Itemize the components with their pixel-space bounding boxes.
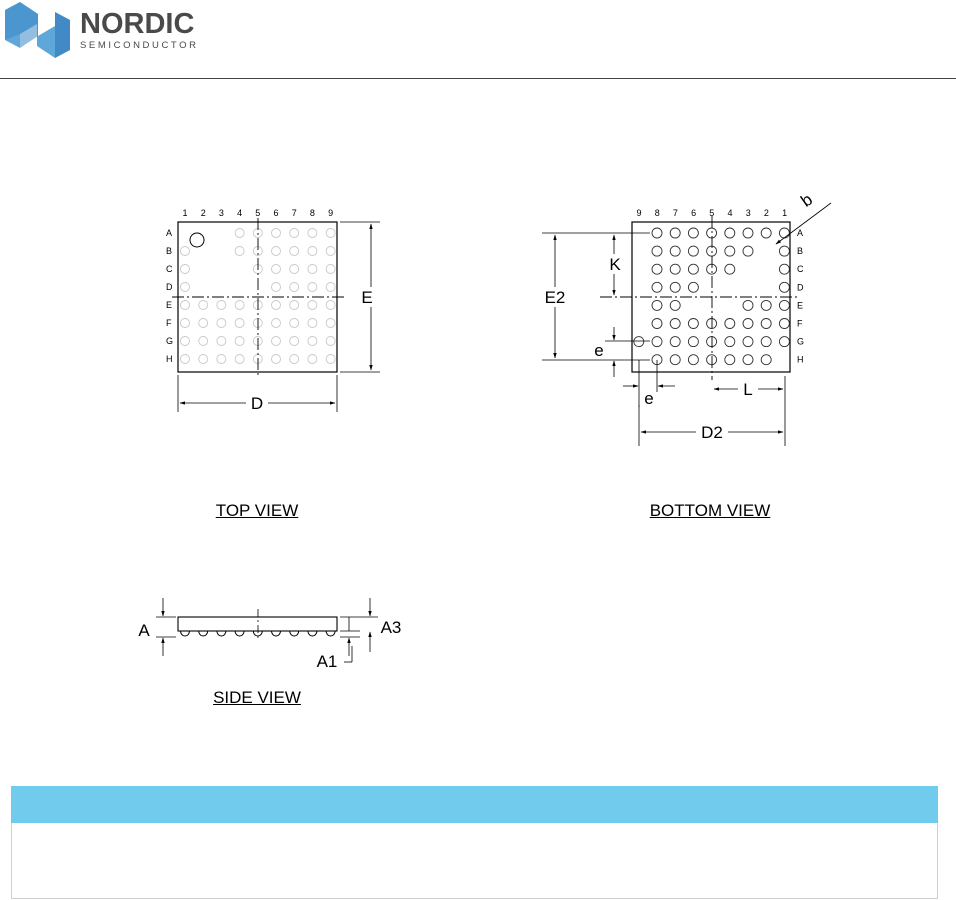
- bottom-ball-D7: [670, 282, 680, 292]
- bottom-ball-H2: [761, 355, 771, 365]
- top-col-label-7: 7: [291, 208, 297, 218]
- top-ball-A7: [290, 229, 299, 238]
- dim-a3-label: A3: [380, 618, 402, 637]
- bottom-row-label-D: D: [797, 282, 804, 293]
- bottom-ball-G8: [652, 337, 662, 347]
- top-ball-H1: [181, 355, 190, 364]
- top-ball-E9: [326, 301, 335, 310]
- top-ball-A8: [308, 229, 317, 238]
- top-ball-F2: [199, 319, 208, 328]
- top-ball-H3: [217, 355, 226, 364]
- top-col-label-8: 8: [309, 208, 315, 218]
- bottom-ball-E3: [743, 300, 753, 310]
- bottom-col-label-8: 8: [654, 208, 660, 218]
- side-ball: [326, 631, 335, 636]
- bottom-ball-E7: [670, 300, 680, 310]
- top-ball-B9: [326, 247, 335, 256]
- bottom-ball-F1: [779, 319, 789, 329]
- top-ball-B6: [272, 247, 281, 256]
- dim-pitch-v-label: e: [594, 341, 604, 360]
- top-ball-A4: [235, 229, 244, 238]
- top-view: [166, 208, 380, 413]
- side-ball: [199, 631, 208, 636]
- top-view-column-labels: [182, 208, 333, 218]
- bottom-ball-B4: [725, 246, 735, 256]
- top-ball-D8: [308, 283, 317, 292]
- bottom-ball-A1: [779, 228, 789, 238]
- bottom-ball-D1: [779, 282, 789, 292]
- bottom-ball-B8: [652, 246, 662, 256]
- top-row-label-G: G: [166, 336, 174, 346]
- top-ball-G3: [217, 337, 226, 346]
- bottom-ball-E8: [652, 300, 662, 310]
- bottom-row-label-A: A: [797, 228, 804, 238]
- top-row-label-C: C: [166, 264, 173, 274]
- bottom-col-label-1: 1: [782, 208, 788, 218]
- bottom-ball-E1: [779, 300, 789, 310]
- top-view-row-labels: [166, 228, 173, 364]
- logo-subtitle: SEMICONDUCTOR: [80, 40, 199, 51]
- bottom-ball-A2: [761, 228, 771, 238]
- bottom-col-label-5: 5: [709, 208, 715, 218]
- side-ball: [217, 631, 226, 636]
- bottom-ball-A8: [652, 228, 662, 238]
- bottom-ball-G4: [725, 337, 735, 347]
- top-ball-B4: [235, 247, 244, 256]
- bottom-col-label-2: 2: [763, 208, 769, 218]
- top-ball-B8: [308, 247, 317, 256]
- top-ball-D6: [272, 283, 281, 292]
- bottom-ball-F7: [670, 319, 680, 329]
- side-ball: [308, 631, 317, 636]
- top-ball-G6: [272, 337, 281, 346]
- bottom-row-label-B: B: [797, 246, 804, 257]
- top-ball-E7: [290, 301, 299, 310]
- bottom-ball-D6: [688, 282, 698, 292]
- bottom-ball-C7: [670, 264, 680, 274]
- top-ball-G1: [181, 337, 190, 346]
- top-row-label-B: B: [166, 246, 173, 256]
- top-ball-D7: [290, 283, 299, 292]
- top-col-label-6: 6: [273, 208, 279, 218]
- top-ball-H4: [235, 355, 244, 364]
- side-ball: [272, 631, 281, 636]
- top-ball-F4: [235, 319, 244, 328]
- bottom-col-label-7: 7: [672, 208, 678, 218]
- top-ball-F6: [272, 319, 281, 328]
- side-ball: [235, 631, 244, 636]
- bottom-ball-B6: [688, 246, 698, 256]
- top-ball-C9: [326, 265, 335, 274]
- top-ball-E6: [272, 301, 281, 310]
- bottom-ball-F3: [743, 319, 753, 329]
- bottom-row-label-C: C: [797, 264, 804, 275]
- top-ball-D1: [181, 283, 190, 292]
- table-header-bar: [11, 786, 938, 823]
- bottom-ball-A4: [725, 228, 735, 238]
- bottom-row-label-H: H: [797, 354, 804, 365]
- dim-b-label: b: [797, 189, 817, 211]
- dim-e-label: E: [361, 288, 373, 307]
- bottom-ball-A7: [670, 228, 680, 238]
- bottom-row-label-E: E: [797, 300, 804, 311]
- top-ball-B7: [290, 247, 299, 256]
- dim-pitch-h-label: e: [644, 389, 654, 408]
- top-ball-E2: [199, 301, 208, 310]
- bottom-col-label-4: 4: [727, 208, 733, 218]
- top-ball-G9: [326, 337, 335, 346]
- top-ball-E1: [181, 301, 190, 310]
- bottom-view-row-labels: [797, 228, 804, 365]
- dim-a1-label: A1: [316, 652, 338, 671]
- top-col-label-5: 5: [255, 208, 261, 218]
- top-ball-G2: [199, 337, 208, 346]
- bottom-ball-F4: [725, 319, 735, 329]
- top-row-label-D: D: [166, 282, 173, 292]
- top-ball-E4: [235, 301, 244, 310]
- bottom-ball-G1: [779, 337, 789, 347]
- pin1-marker-icon: [190, 233, 204, 247]
- side-view-title: SIDE VIEW: [213, 688, 301, 707]
- bottom-row-label-G: G: [797, 336, 805, 347]
- top-view-title: TOP VIEW: [215, 501, 299, 520]
- side-ball: [181, 631, 190, 636]
- top-ball-G4: [235, 337, 244, 346]
- top-row-label-H: H: [166, 354, 173, 364]
- top-ball-C7: [290, 265, 299, 274]
- top-ball-H6: [272, 355, 281, 364]
- top-ball-F3: [217, 319, 226, 328]
- top-ball-C6: [272, 265, 281, 274]
- bottom-ball-G2: [761, 337, 771, 347]
- dim-a-label: A: [138, 621, 150, 640]
- table-body: [11, 823, 938, 899]
- bottom-ball-B3: [743, 246, 753, 256]
- bottom-ball-H6: [688, 355, 698, 365]
- bottom-ball-F6: [688, 319, 698, 329]
- dim-d2-label: D2: [701, 423, 723, 442]
- top-col-label-3: 3: [218, 208, 224, 218]
- top-ball-F9: [326, 319, 335, 328]
- top-ball-E8: [308, 301, 317, 310]
- top-ball-C1: [181, 265, 190, 274]
- top-ball-H2: [199, 355, 208, 364]
- dim-l-label: L: [743, 380, 753, 399]
- bottom-row-label-F: F: [797, 318, 803, 329]
- bottom-ball-C1: [779, 264, 789, 274]
- top-ball-H7: [290, 355, 299, 364]
- top-col-label-2: 2: [200, 208, 206, 218]
- bottom-col-label-6: 6: [691, 208, 697, 218]
- bottom-view-title: BOTTOM VIEW: [649, 501, 771, 520]
- top-ball-G8: [308, 337, 317, 346]
- top-row-label-F: F: [166, 318, 172, 328]
- bottom-view: [540, 190, 831, 446]
- bottom-ball-B1: [779, 246, 789, 256]
- bottom-ball-F8: [652, 319, 662, 329]
- dim-d-label: D: [250, 394, 264, 413]
- top-ball-F1: [181, 319, 190, 328]
- bottom-ball-C4: [725, 264, 735, 274]
- bottom-ball-G3: [743, 337, 753, 347]
- bottom-ball-A6: [688, 228, 698, 238]
- bottom-ball-C6: [688, 264, 698, 274]
- bottom-ball-F2: [761, 319, 771, 329]
- bottom-ball-H4: [725, 355, 735, 365]
- bottom-ball-A3: [743, 228, 753, 238]
- bottom-ball-C8: [652, 264, 662, 274]
- top-ball-F7: [290, 319, 299, 328]
- bottom-ball-D8: [652, 282, 662, 292]
- bottom-ball-H3: [743, 355, 753, 365]
- top-ball-G7: [290, 337, 299, 346]
- side-view: [138, 598, 401, 671]
- bottom-ball-E2: [761, 300, 771, 310]
- bottom-col-label-9: 9: [636, 208, 642, 218]
- top-ball-D9: [326, 283, 335, 292]
- bottom-col-label-3: 3: [745, 208, 751, 218]
- top-row-label-A: A: [166, 228, 173, 238]
- side-view-body: [178, 617, 337, 631]
- top-ball-C8: [308, 265, 317, 274]
- logo-word: NORDIC: [80, 8, 195, 40]
- side-ball: [290, 631, 299, 636]
- top-ball-E3: [217, 301, 226, 310]
- top-col-label-4: 4: [237, 208, 243, 218]
- top-ball-B1: [181, 247, 190, 256]
- dim-e2-label: E2: [544, 288, 566, 307]
- top-ball-A9: [326, 229, 335, 238]
- top-ball-A6: [272, 229, 281, 238]
- top-ball-H9: [326, 355, 335, 364]
- bottom-ball-G9: [634, 337, 644, 347]
- top-ball-H8: [308, 355, 317, 364]
- top-ball-F8: [308, 319, 317, 328]
- bottom-ball-G6: [688, 337, 698, 347]
- top-col-label-1: 1: [182, 208, 188, 218]
- bottom-ball-G7: [670, 337, 680, 347]
- bottom-ball-H7: [670, 355, 680, 365]
- bottom-ball-B7: [670, 246, 680, 256]
- dim-k-label: K: [609, 255, 621, 274]
- top-row-label-E: E: [166, 300, 173, 310]
- top-col-label-9: 9: [328, 208, 334, 218]
